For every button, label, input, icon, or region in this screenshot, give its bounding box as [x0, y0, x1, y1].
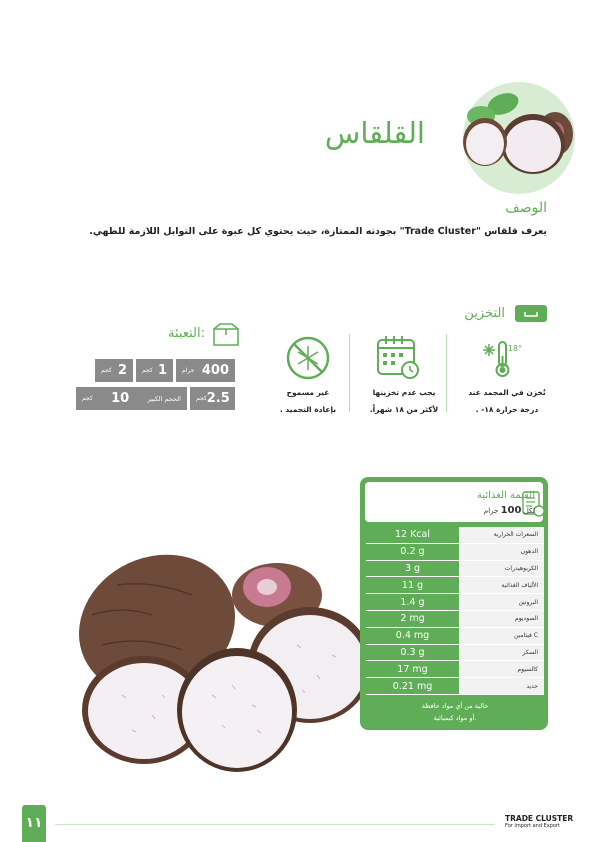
package-value: 2: [117, 363, 127, 378]
temp-label: -18°: [505, 344, 523, 353]
package-size-box: [176, 359, 235, 382]
subtitle-prefix: لكل: [523, 507, 535, 515]
packaging-heading: التعبئة:: [168, 326, 205, 341]
nutrition-row: [366, 628, 544, 645]
box-icon: [515, 305, 547, 322]
package-label: الحجم الكبير: [147, 394, 181, 403]
storage-text-line: بإعادة التجميد .: [279, 405, 337, 414]
nutrition-label: الدهون: [460, 544, 544, 560]
thermometer-snow-icon: [477, 334, 525, 382]
storage-text-line: تُخزن في المجمد عند: [468, 388, 546, 397]
hero-image: [463, 82, 575, 194]
brand-name: TRADE CLUSTER: [505, 814, 574, 823]
nutrition-label: حديد: [460, 678, 544, 694]
nutrition-value: 17 mg: [366, 661, 460, 677]
nutrition-subtitle: [484, 505, 535, 516]
nutrition-label: فيتامين C: [460, 628, 544, 644]
nutrition-header: [365, 482, 543, 522]
nutrition-label: السعرات الحرارية: [460, 527, 544, 543]
nutrition-value: 11 g: [366, 577, 460, 593]
package-icon: [212, 323, 240, 347]
storage-tag: [515, 305, 547, 322]
nutrition-table: [366, 527, 544, 695]
nutrition-label: الصوديوم: [460, 611, 544, 627]
storage-item-refreeze: [256, 334, 360, 418]
nutrition-value: 0.2 g: [366, 544, 460, 560]
package-value: 1: [157, 363, 167, 378]
nutrition-label: الكربوهيدرات: [460, 561, 544, 577]
nutrition-row: [366, 661, 544, 678]
note-line: خالية من أي مواد حافظة: [421, 702, 489, 710]
storage-heading: التخزين: [464, 306, 505, 321]
page-number: ١١: [25, 815, 43, 831]
nutrition-value: 12 Kcal: [366, 527, 460, 543]
no-refreeze-icon: [284, 334, 332, 382]
brand-tagline: For Import and Export: [505, 823, 560, 829]
package-value: 2.5: [206, 391, 230, 406]
subtitle-amount: 100: [500, 505, 522, 516]
nutrition-row: [366, 678, 544, 695]
nutrition-value: 1.4 g: [366, 594, 460, 610]
nutrition-value: 3 g: [366, 561, 460, 577]
nutrition-row: [366, 544, 544, 561]
package-unit: جرام: [182, 367, 195, 374]
description-text: يعرف قلقاس "Trade Cluster" بجودته الممتازة، حيث يحتوي كل عبوة على التوابل اللازمة للطهي.: [89, 226, 547, 237]
storage-text-line: غير مسموح: [286, 388, 330, 397]
nutrition-row: [366, 527, 544, 544]
package-value: 400: [201, 363, 229, 378]
package-unit: كجم: [196, 395, 207, 402]
storage-text-line: درجة حرارة ١٨- .: [475, 405, 539, 414]
package-size-box: [95, 359, 133, 382]
nutrition-note: [366, 700, 544, 724]
page-title: القلقاس: [324, 116, 425, 150]
nutrition-label: السكر: [460, 645, 544, 661]
nutrition-value: 0.4 mg: [366, 628, 460, 644]
storage-item-freezer: [455, 334, 559, 418]
package-size-box: [76, 387, 187, 410]
nutrition-row: [366, 561, 544, 578]
nutrition-value: 2 mg: [366, 611, 460, 627]
note-line: أو مواد كيميائية.: [433, 714, 477, 722]
package-unit: كجم: [142, 367, 153, 374]
nutrition-title: القيمة الغذائية: [476, 490, 535, 501]
nutrition-row: [366, 594, 544, 611]
package-unit: كجم: [82, 395, 93, 402]
package-size-box: [190, 387, 235, 410]
nutrition-label: كالسيوم: [460, 661, 544, 677]
package-size-box: [136, 359, 173, 382]
nutrition-row: [366, 611, 544, 628]
nutrition-value: 0.21 mg: [366, 678, 460, 694]
nutrition-label: الألياف الغذائية: [460, 577, 544, 593]
nutrition-row: [366, 645, 544, 662]
description-heading: الوصف: [505, 200, 547, 216]
package-value: 10: [111, 391, 130, 406]
storage-item-duration: [352, 334, 456, 418]
footer-line: [55, 824, 495, 825]
package-unit: كجم: [101, 367, 112, 374]
nutrition-row: [366, 577, 544, 594]
storage-text-line: يجب عدم تخزينها: [372, 388, 436, 397]
nutrition-label: البروتين: [460, 594, 544, 610]
storage-text-line: لأكثر من ١٨ شهراً.: [369, 405, 439, 414]
calendar-clock-icon: [374, 334, 422, 382]
subtitle-unit: جرام: [483, 507, 499, 515]
nutrition-value: 0.3 g: [366, 645, 460, 661]
taro-product-image: [62, 545, 382, 775]
